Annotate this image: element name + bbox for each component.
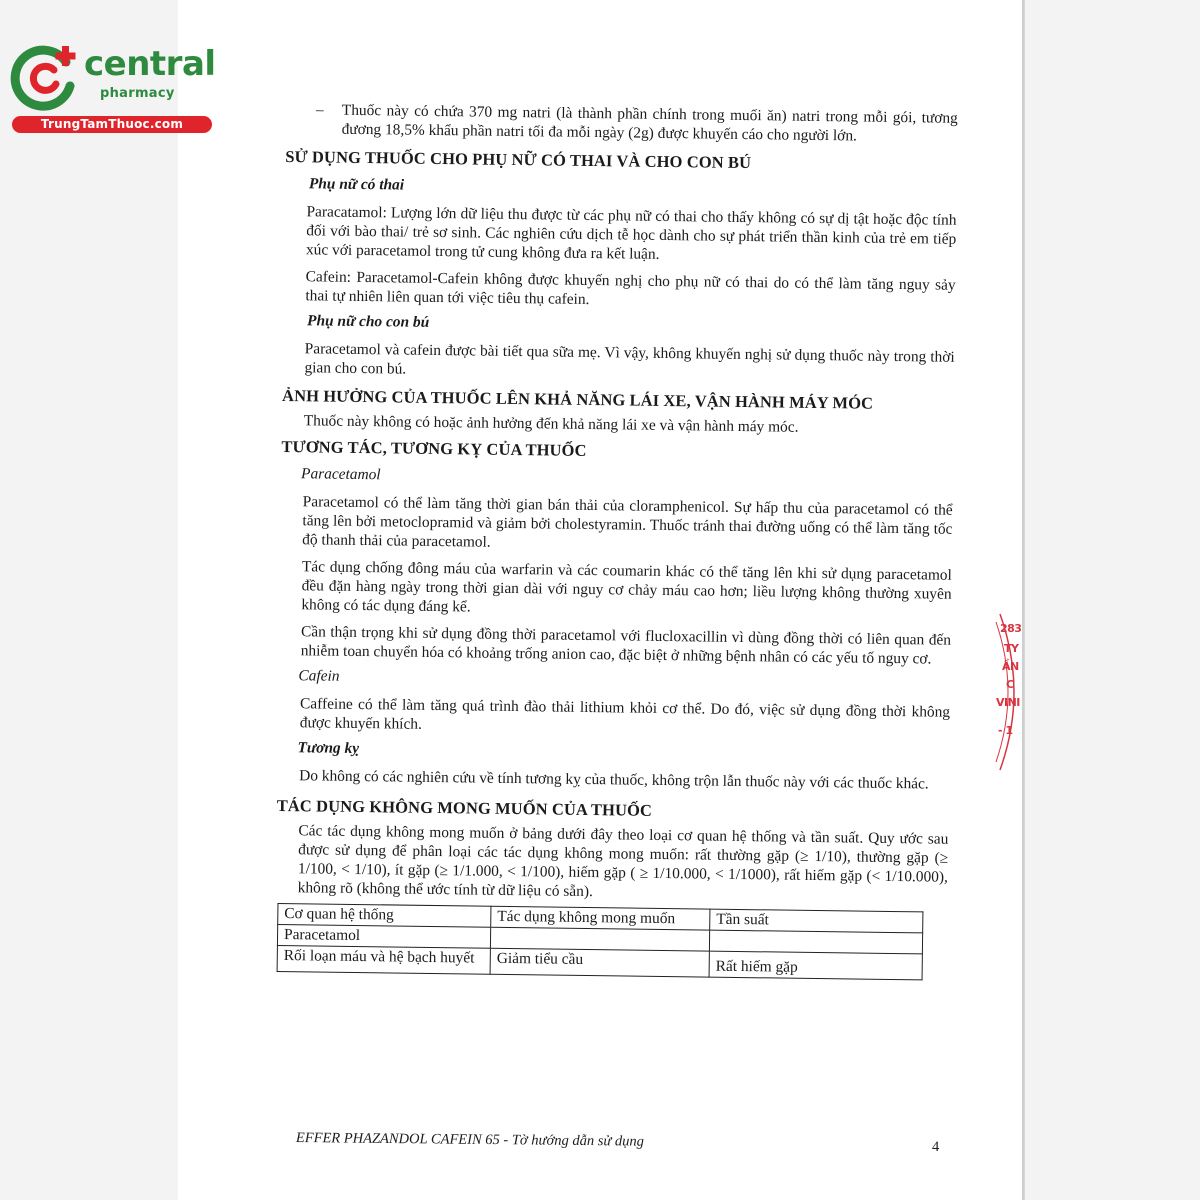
stamp-line: ẦN [1002,660,1019,673]
section-heading-interactions: TƯƠNG TÁC, TƯƠNG KỴ CỦA THUỐC [281,436,587,460]
stamp-line: VINI [996,696,1020,709]
stamp-line: C [1006,678,1014,691]
paragraph: Tác dụng chống đông máu của warfarin và các coumarin khác có thể tăng lên khi sử dụng paracetamol đều đặn hàng ngày trong thời gian dài với nguy cơ chảy máu cao hơn; liều lượng không thường xuyên không có tác dụng đáng kể. [301,558,952,616]
paragraph: Paracatamol: Lượng lớn dữ liệu thu được từ các phụ nữ có thai cho thấy không có sự dị tật hoặc độc tính đối với bào thai/ trẻ sơ sinh. Các nghiên cứu dịch tễ học dành cho sự phát triển thần kinh của trẻ em tiếp xúc với paracetamol trong tử cung không đưa ra kết luận. [305,203,957,263]
paragraph: Paracetamol và cafein được bài tiết qua sữa mẹ. Vì vậy, không khuyến nghị sử dụng thuốc này trong thời gian cho con bú. [304,340,955,378]
sodium-note-text: Thuốc này có chứa 370 mg natri (là thành phần chính trong muối ăn) natri trong mỗi gói, tương đương 18,5% khẩu phần natri tối đa mỗi ngày (2g) được khuyến cáo cho người lớn. [341,101,958,145]
table-group-cell: Paracetamol [277,924,490,948]
page-edge [1022,0,1024,1200]
paragraph: Caffeine có thể làm tăng quá trình đào thải lithium khỏi cơ thể. Do đó, việc sử dụng đồng thời không được khuyến khích. [299,695,951,733]
logo-banner-url[interactable]: TrungTamThuoc.com [12,116,212,133]
pharmacy-logo-icon [10,40,82,112]
subheading-incompatibility: Tương kỵ [297,739,360,758]
table-cell: Rối loạn máu và hệ bạch huyết [277,945,490,974]
subheading-paracetamol: Paracetamol [300,465,381,484]
paragraph: Thuốc này không có hoặc ảnh hưởng đến khả năng lái xe và vận hành máy móc. [303,412,799,436]
paragraph: Các tác dụng không mong muốn ở bảng dưới đây theo loại cơ quan hệ thống và tần suất. Quy ước sau được sử dụng để phân loại các tác dụng không mong muốn: rất thường gặp (≥ 1/10), thường gặp (≥ 1/100, < 1/10), ít gặp (≥ 1/1.000, < 1/100), hiếm gặp ( ≥ 1/10.000, < 1/1000), rất hiếm gặp (< 1/10.000), không rõ (không thể ước tính từ dữ liệu có sẵn). [297,822,949,901]
subheading-pregnant-women: Phụ nữ có thai [308,175,405,194]
section-heading-driving: ẢNH HƯỞNG CỦA THUỐC LÊN KHẢ NĂNG LÁI XE, VẬN HÀNH MÁY MÓC [282,385,874,413]
central-pharmacy-logo[interactable] [8,36,216,136]
table-header-cell: Tần suất [710,909,923,933]
table-cell: Rất hiếm gặp [709,951,922,980]
subheading-breastfeeding: Phụ nữ cho con bú [307,312,430,331]
footer-title: EFFER PHAZANDOL CAFEIN 65 - Tờ hướng dẫn sử dụng [295,1130,644,1150]
paragraph: Paracetamol có thể làm tăng thời gian bán thải của cloramphenicol. Sự hấp thu của paracetamol có thể tăng lên bởi metoclopramid và giảm bởi cholestyramin. Thuốc tránh thai đường uống có thể làm tăng tốc độ thanh thải của paracetamol. [302,493,953,551]
section-heading-pregnancy: SỬ DỤNG THUỐC CHO PHỤ NỮ CÓ THAI VÀ CHO CON BÚ [285,146,752,173]
table-cell [490,927,709,951]
document-body [275,100,958,981]
red-seal-stamp [994,612,1024,772]
logo-sub-text: pharmacy [100,86,175,101]
table-header-cell: Cơ quan hệ thống [278,903,491,927]
stamp-border-icon [994,612,1024,772]
table-cell [709,930,922,954]
section-heading-adverse-effects: TÁC DỤNG KHÔNG MONG MUỐN CỦA THUỐC [276,795,653,820]
bullet-dash: – [315,101,324,119]
stamp-line: TY [1004,642,1019,655]
subheading-caffeine: Cafein [298,667,340,685]
stamp-line: 283 [1000,622,1022,635]
sodium-note [286,100,958,147]
logo-brand-text: central [84,44,216,84]
paragraph: Cần thận trọng khi sử dụng đồng thời paracetamol với flucloxacillin vì dùng đồng thời có liên quan đến nhiễm toan chuyển hóa có khoảng trống anion cao, đặc biệt ở những bệnh nhân có các yếu tố nguy cơ. [300,623,952,668]
table-header-cell: Tác dụng không mong muốn [491,906,710,930]
table-cell: Giảm tiểu cầu [490,948,709,977]
adverse-effects-table [277,903,924,980]
stamp-line: - 1 [998,724,1013,737]
paragraph: Do không có các nghiên cứu về tính tương kỵ của thuốc, không trộn lẫn thuốc này với các thuốc khác. [299,767,929,793]
paragraph: Cafein: Paracetamol-Cafein không được khuyến nghị cho phụ nữ có thai do có thể làm tăng nguy sảy thai tự nhiên liên quan tới việc tiêu thụ cafein. [305,268,956,308]
page-number: 4 [932,1139,940,1155]
